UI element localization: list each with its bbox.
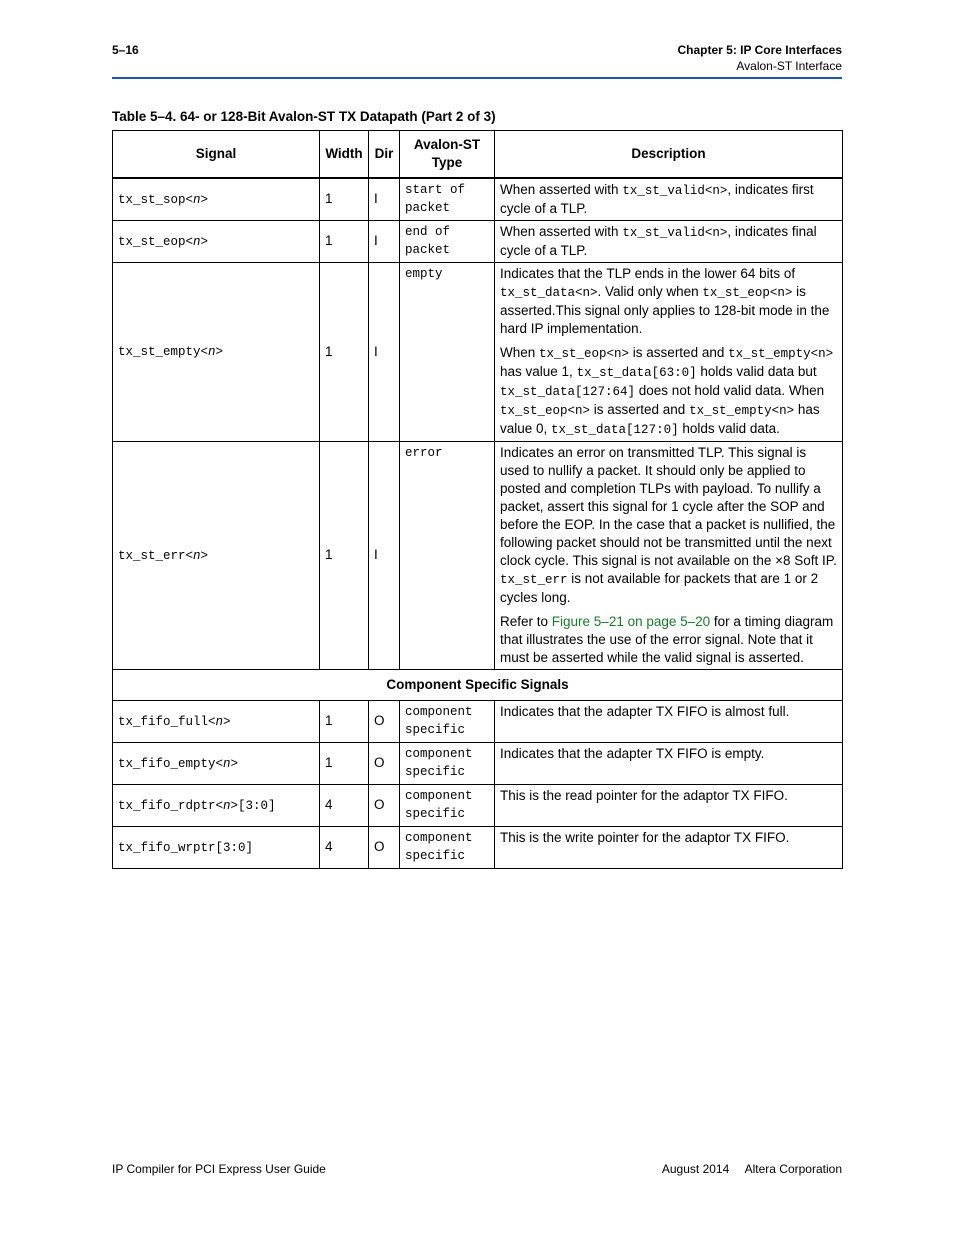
type-cell: start of packet	[400, 178, 495, 221]
signal-index: <n>	[185, 192, 209, 207]
description-text: Refer to	[500, 613, 552, 629]
type-cell: error	[400, 441, 495, 669]
signal-ref: tx_st_valid<n>	[622, 225, 728, 240]
signal-ref: tx_st_data[63:0]	[576, 365, 697, 380]
width-cell: 1	[320, 441, 369, 669]
description-cell	[495, 178, 843, 221]
footer-guide-title: IP Compiler for PCI Express User Guide	[112, 1162, 326, 1176]
section-title: Avalon-ST Interface	[736, 59, 842, 73]
footer-company: Altera Corporation	[744, 1162, 842, 1176]
page-number: 5–16	[112, 43, 139, 57]
signal-cell	[113, 826, 320, 868]
component-section-heading: Component Specific Signals	[113, 669, 843, 700]
signal-index: <n>	[185, 548, 209, 563]
dir-cell: O	[369, 742, 400, 784]
description-cell	[495, 700, 843, 742]
description-text: is asserted and	[590, 401, 690, 417]
signal-ref: tx_st_data[127:64]	[500, 384, 636, 399]
signal-ref: tx_st_eop<n>	[702, 285, 793, 300]
description-text: Indicates that the adapter TX FIFO is empty.	[500, 745, 765, 761]
signal-name: tx_st_empty	[118, 345, 201, 359]
description-paragraph	[500, 787, 837, 805]
signal-ref: tx_st_eop<n>	[539, 346, 630, 361]
table-body	[113, 178, 843, 670]
signal-ref: tx_st_err	[500, 572, 568, 587]
type-cell: component specific	[400, 700, 495, 742]
description-paragraph	[500, 613, 837, 667]
signal-index: <n>	[185, 234, 209, 249]
signal-index: <n>	[208, 714, 231, 729]
description-text: has value 1,	[500, 363, 577, 379]
footer-right	[662, 1162, 842, 1176]
signal-index: <n>	[215, 798, 239, 813]
column-header-width: Width	[320, 131, 369, 178]
description-text: When asserted with	[500, 181, 623, 197]
description-text: holds valid data.	[678, 420, 780, 436]
header-rule	[112, 77, 842, 79]
type-cell: empty	[400, 262, 495, 441]
description-paragraph	[500, 745, 837, 763]
type-cell: component specific	[400, 742, 495, 784]
signal-ref: tx_st_data[127:0]	[551, 422, 679, 437]
signal-cell	[113, 220, 320, 262]
description-text: This is the write pointer for the adaptor TX FIFO.	[500, 829, 790, 845]
description-cell	[495, 784, 843, 826]
width-cell: 1	[320, 262, 369, 441]
dir-cell: O	[369, 700, 400, 742]
description-cell	[495, 826, 843, 868]
signal-index: <n>	[200, 345, 224, 359]
description-text: This is the read pointer for the adaptor TX FIFO.	[500, 787, 788, 803]
width-cell: 4	[320, 784, 369, 826]
table-row	[113, 262, 843, 441]
column-header-dir: Dir	[369, 131, 400, 178]
column-header-description: Description	[495, 131, 843, 178]
table-row	[113, 742, 843, 784]
signal-cell	[113, 441, 320, 669]
column-header-signal: Signal	[113, 131, 320, 178]
dir-cell: I	[369, 262, 400, 441]
description-text: . Valid only when	[597, 283, 703, 299]
description-cell	[495, 441, 843, 669]
description-text: Indicates that the TLP ends in the lower 64 bits of	[500, 265, 796, 281]
description-paragraph	[500, 703, 837, 721]
signal-range: [3:0]	[215, 840, 254, 855]
description-text: is not available for packets that are 1 or 2 cycles long.	[500, 570, 819, 605]
type-cell: end of packet	[400, 220, 495, 262]
signal-cell	[113, 742, 320, 784]
description-paragraph	[500, 223, 837, 260]
footer-date: August 2014	[661, 1162, 730, 1176]
description-cell	[495, 742, 843, 784]
table-row	[113, 441, 843, 669]
signal-name: tx_fifo_wrptr	[118, 840, 216, 855]
signal-ref: tx_st_empty<n>	[689, 403, 795, 418]
table-row	[113, 700, 843, 742]
description-cell	[495, 262, 843, 441]
type-cell: component specific	[400, 784, 495, 826]
signal-name: tx_st_sop	[118, 192, 186, 207]
signal-ref: tx_st_valid<n>	[622, 183, 728, 198]
signal-cell	[113, 262, 320, 441]
width-cell: 1	[320, 220, 369, 262]
width-cell: 4	[320, 826, 369, 868]
description-paragraph	[500, 444, 837, 607]
description-paragraph	[500, 344, 837, 439]
description-text: is asserted and	[629, 344, 729, 360]
dir-cell: I	[369, 178, 400, 221]
description-cell	[495, 220, 843, 262]
type-cell: component specific	[400, 826, 495, 868]
signal-cell	[113, 178, 320, 221]
dir-cell: I	[369, 441, 400, 669]
description-text: Indicates an error on transmitted TLP. This signal is used to nullify a packet. It should only be applied to posted and completion TLPs with payload. To nullify a packet, assert this signal for 1 cycle after the SOP and before the EOP. In the case that a packet is nullified, the following packet should not be transmitted until the next clock cycle. This signal is not available on the ×8 Soft IP.	[500, 444, 837, 568]
signal-cell	[113, 784, 320, 826]
signal-table	[112, 130, 843, 869]
signal-ref: tx_st_data<n>	[500, 285, 598, 300]
dir-cell: O	[369, 784, 400, 826]
description-text: has value 0,	[500, 401, 820, 436]
description-text: does not hold valid data. When	[635, 382, 825, 398]
description-text: is asserted.This signal only applies to 128-bit mode in the hard IP implementation.	[500, 283, 830, 336]
signal-ref: tx_st_eop<n>	[500, 403, 591, 418]
width-cell: 1	[320, 700, 369, 742]
dir-cell: O	[369, 826, 400, 868]
column-header-type: Avalon-ST Type	[400, 131, 495, 178]
signal-cell	[113, 700, 320, 742]
signal-name: tx_st_err	[118, 548, 186, 563]
component-table-body	[113, 700, 843, 868]
dir-cell: I	[369, 220, 400, 262]
table-caption: Table 5–4. 64- or 128-Bit Avalon-ST TX Datapath (Part 2 of 3)	[112, 109, 496, 124]
table-row	[113, 826, 843, 868]
description-text: Indicates that the adapter TX FIFO is almost full.	[500, 703, 790, 719]
description-text: holds valid data but	[696, 363, 817, 379]
signal-range: [3:0]	[238, 798, 276, 813]
signal-name: tx_fifo_empty	[118, 756, 216, 771]
width-cell: 1	[320, 742, 369, 784]
description-paragraph	[500, 181, 837, 218]
table-row	[113, 784, 843, 826]
table-row	[113, 220, 843, 262]
description-paragraph	[500, 265, 837, 338]
signal-index: <n>	[215, 756, 239, 771]
signal-name: tx_fifo_full	[118, 714, 209, 729]
table-row	[113, 178, 843, 221]
chapter-title: Chapter 5: IP Core Interfaces	[677, 43, 842, 57]
description-text: When asserted with	[500, 223, 623, 239]
signal-ref: tx_st_empty<n>	[728, 346, 834, 361]
description-text: for a timing diagram that illustrates the use of the error signal. Note that it must be asserted while the valid signal is asserted.	[500, 613, 834, 665]
signal-name: tx_fifo_rdptr	[118, 798, 216, 813]
signal-name: tx_st_eop	[118, 234, 186, 249]
description-text: , indicates final cycle of a TLP.	[500, 223, 817, 258]
description-paragraph	[500, 829, 837, 847]
description-text: , indicates first cycle of a TLP.	[500, 181, 814, 216]
description-text: When	[500, 344, 540, 360]
width-cell: 1	[320, 178, 369, 221]
cross-reference-link[interactable]: Figure 5–21 on page 5–20	[551, 613, 711, 629]
